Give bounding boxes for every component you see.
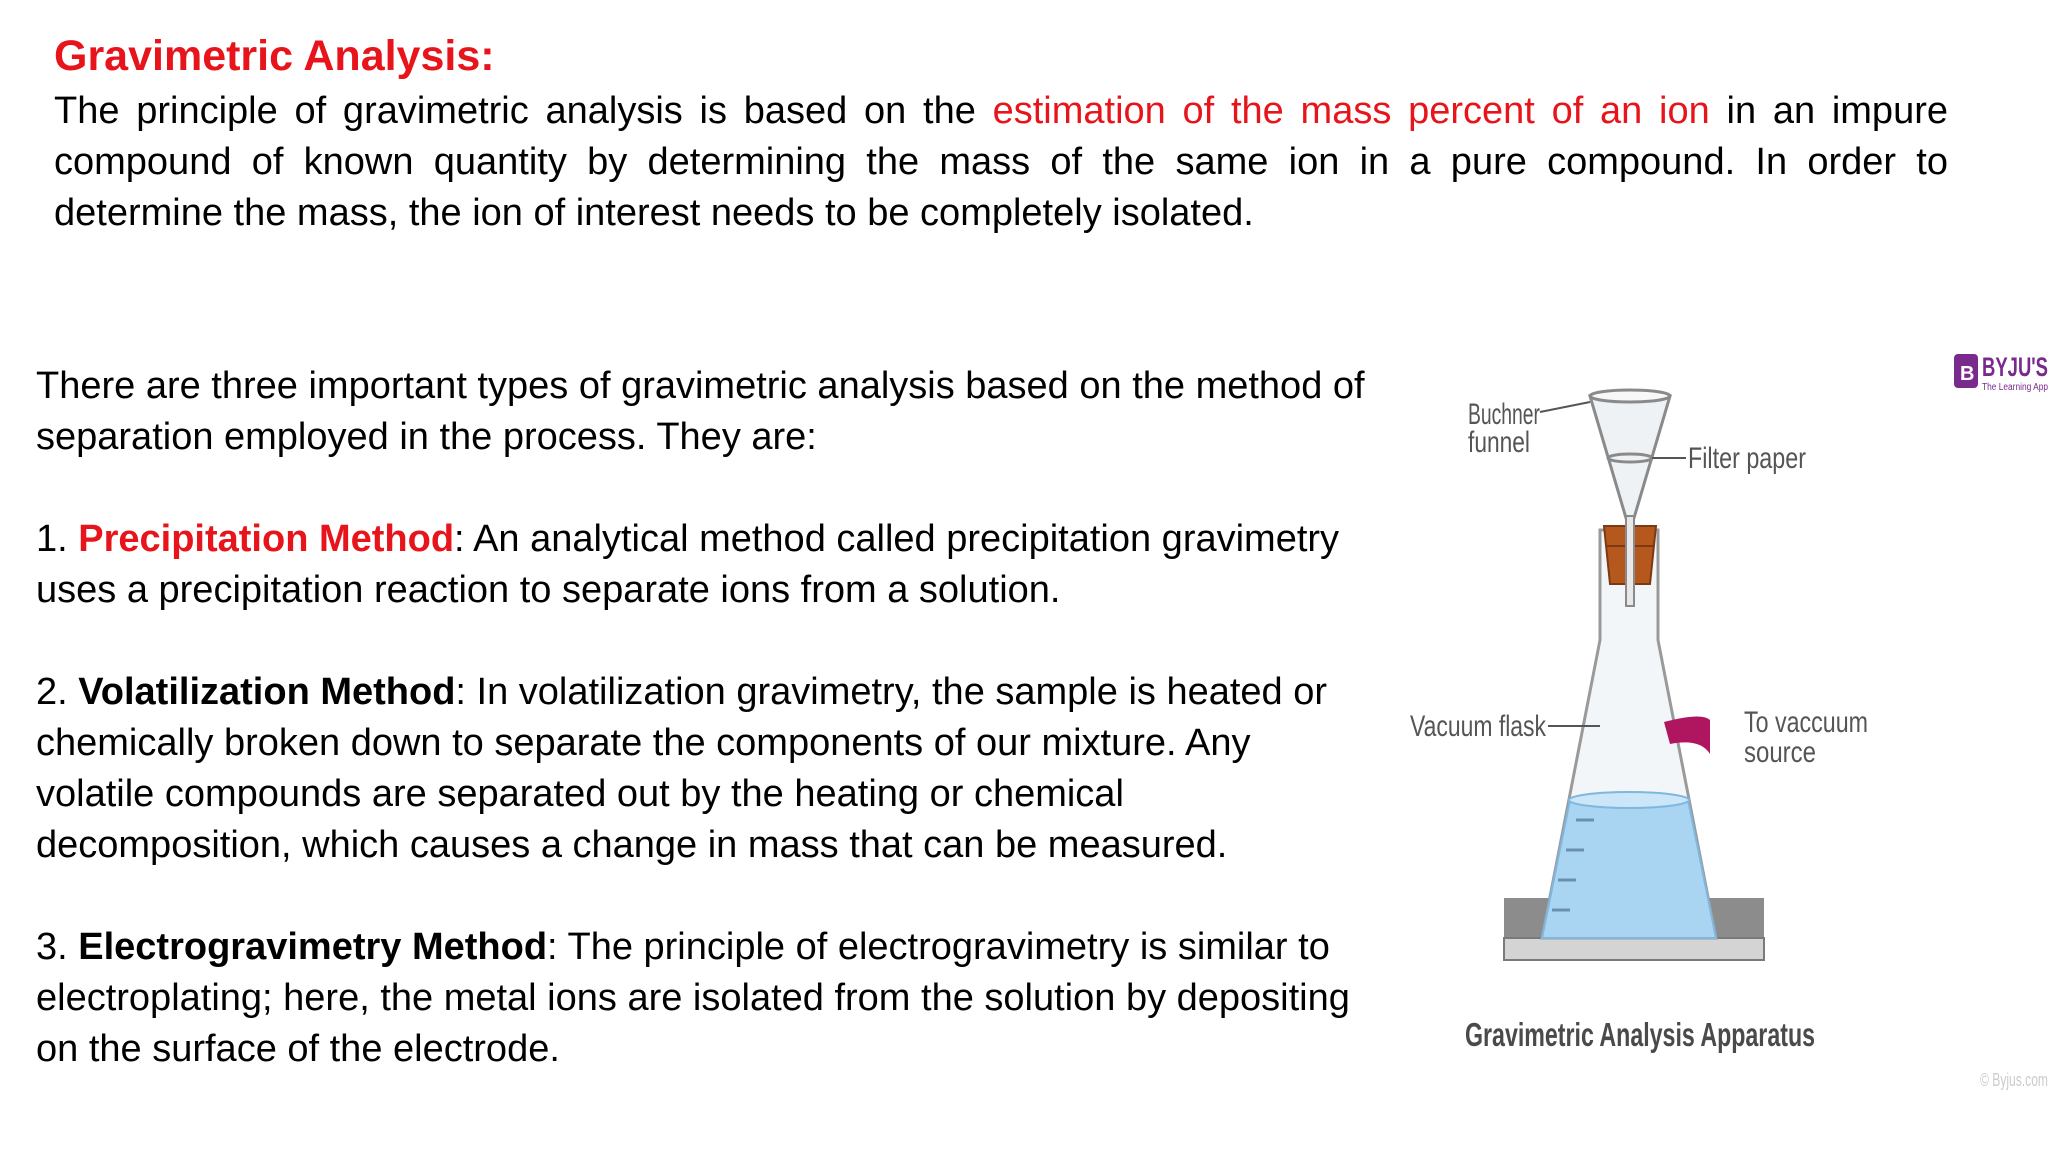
intro-highlight: estimation of the mass percent of an ion	[992, 90, 1710, 132]
types-intro: There are three important types of gravimetric analysis based on the method of separation employed in the process. They are:	[36, 365, 1365, 458]
method-item-precipitation	[36, 514, 1376, 616]
method-name: Electrogravimetry Method	[78, 926, 548, 968]
method-name: Precipitation Method	[78, 518, 455, 560]
method-description: : An analytical method called precipitation gravimetry uses a precipitation reaction to separate ions from a solution.	[36, 518, 1340, 611]
label-vacuum-source-1: To vaccuum	[1744, 706, 1868, 739]
intro-paragraph	[54, 86, 1948, 239]
brand-name: BYJU'S	[1982, 352, 2048, 382]
label-vacuum-source-2: source	[1744, 736, 1816, 769]
method-number: 3.	[36, 926, 79, 968]
method-name: Volatilization Method	[78, 671, 456, 713]
apparatus-diagram	[1380, 340, 2048, 1110]
method-number: 1.	[36, 518, 79, 560]
svg-text:B: B	[1960, 363, 1975, 385]
label-buchner: Buchner	[1468, 398, 1540, 431]
method-description: : The principle of electrogravimetry is similar to electroplating; here, the metal ions are isolated from the solution by depositing on the surface of the electrode.	[36, 926, 1350, 1070]
method-description: : In volatilization gravimetry, the sample is heated or chemically broken down to separate the components of our mixture. Any volatile compounds are separated out by the heating or chemical decomposition, which causes a change in mass that can be measured.	[36, 671, 1328, 866]
label-funnel: funnel	[1468, 426, 1530, 459]
method-item-electrogravimetry	[36, 922, 1376, 1075]
intro-text-end: in an impure compound of known quantity by determining the mass of the same ion in a pure compound. In order to determine the mass, the ion of interest needs to be completely isolated.	[54, 90, 1948, 234]
diagram-caption: Gravimetric Analysis Apparatus	[1465, 1016, 1815, 1053]
intro-text-start: The principle of gravimetric analysis is based on the	[54, 90, 993, 132]
brand-tagline: The Learning App	[1982, 382, 2048, 393]
byjus-logo	[1954, 352, 2048, 393]
slide-title: Gravimetric Analysis:	[54, 32, 495, 80]
label-filter-paper: Filter paper	[1688, 442, 1807, 475]
methods-section	[36, 361, 1376, 1075]
method-item-volatilization	[36, 667, 1376, 871]
method-number: 2.	[36, 671, 79, 713]
watermark: © Byjus.com	[1980, 1070, 2048, 1090]
buchner-leader	[1540, 402, 1590, 412]
label-vacuum-flask: Vacuum flask	[1410, 710, 1547, 743]
